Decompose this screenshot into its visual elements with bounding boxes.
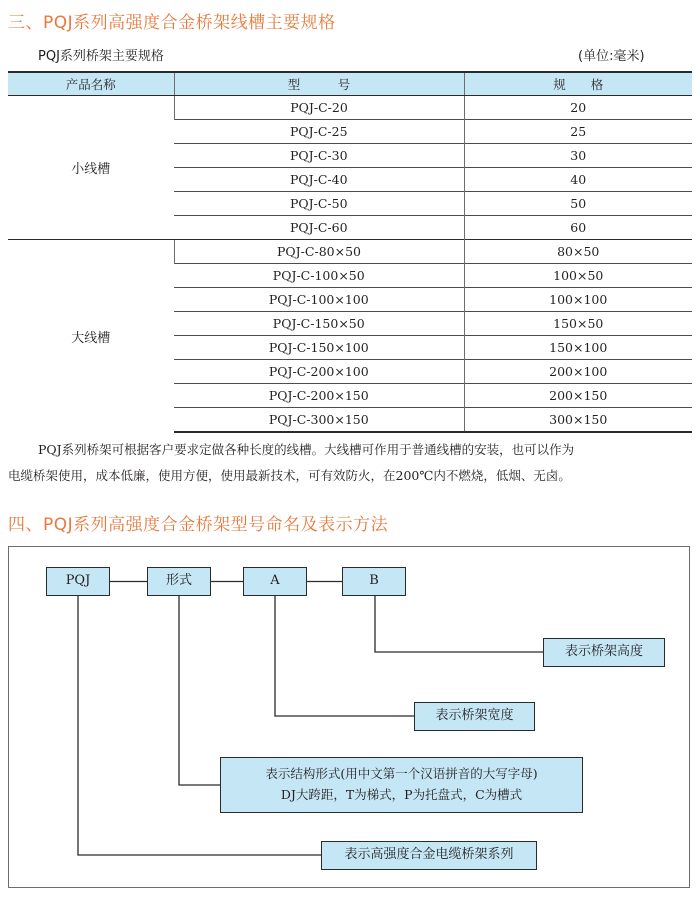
box-series-label: 表示高强度合金电缆桥架系列 — [321, 841, 537, 870]
spec-cell: 40 — [464, 168, 692, 192]
table-row — [8, 240, 692, 264]
model-cell: PQJ-C-150×50 — [174, 312, 464, 336]
structure-line-2: DJ大跨距，T为梯式，P为托盘式，C为槽式 — [280, 787, 523, 802]
spec-table — [8, 71, 692, 433]
link-form-struct — [179, 596, 220, 785]
category-cell: 大线槽 — [8, 240, 174, 433]
box-a: A — [243, 567, 307, 596]
table-caption: PQJ系列桥架主要规格 — [38, 49, 164, 64]
spec-cell: 200×150 — [464, 384, 692, 408]
description-paragraph — [8, 437, 692, 489]
spec-cell: 50 — [464, 192, 692, 216]
box-height-label: 表示桥架高度 — [543, 638, 665, 667]
section4-heading: 四、PQJ系列高强度合金桥架型号命名及表示方法 — [8, 515, 389, 535]
model-cell: PQJ-C-150×100 — [174, 336, 464, 360]
structure-line-1: 表示结构形式(用中文第一个汉语拼音的大写字母) — [265, 766, 538, 781]
spec-cell: 80×50 — [464, 240, 692, 264]
unit-note: (单位:毫米) — [578, 49, 645, 64]
model-cell: PQJ-C-60 — [174, 216, 464, 240]
spec-cell: 150×50 — [464, 312, 692, 336]
box-structure-label — [220, 757, 583, 813]
spec-cell: 100×100 — [464, 288, 692, 312]
spec-cell: 20 — [464, 96, 692, 120]
model-cell: PQJ-C-20 — [174, 96, 464, 120]
model-cell: PQJ-C-50 — [174, 192, 464, 216]
model-cell: PQJ-C-100×50 — [174, 264, 464, 288]
model-cell: PQJ-C-40 — [174, 168, 464, 192]
naming-diagram — [8, 546, 690, 888]
box-width-label: 表示桥架宽度 — [414, 702, 535, 731]
spec-cell: 300×150 — [464, 408, 692, 433]
model-cell: PQJ-C-25 — [174, 120, 464, 144]
diagram-connectors — [9, 547, 689, 887]
model-cell: PQJ-C-100×100 — [174, 288, 464, 312]
spec-cell: 25 — [464, 120, 692, 144]
category-cell: 小线槽 — [8, 96, 174, 240]
model-cell: PQJ-C-200×150 — [174, 384, 464, 408]
section3-heading: 三、PQJ系列高强度合金桥架线槽主要规格 — [8, 13, 336, 33]
header-model: 型 号 — [174, 72, 464, 96]
description-line-2: 电缆桥架使用，成本低廉，使用方便，使用最新技术，可有效防火，在200℃内不燃烧，低烟、无卤。 — [8, 468, 571, 483]
model-cell: PQJ-C-300×150 — [174, 408, 464, 433]
model-cell: PQJ-C-200×100 — [174, 360, 464, 384]
description-line-1: PQJ系列桥架可根据客户要求定做各种长度的线槽。大线槽可作用于普通线槽的安装，也可以作为 — [38, 442, 575, 457]
box-form: 形式 — [147, 567, 211, 596]
header-product-name: 产品名称 — [8, 72, 174, 96]
table-header-row — [8, 72, 692, 96]
spec-cell: 60 — [464, 216, 692, 240]
spec-cell: 200×100 — [464, 360, 692, 384]
box-b: B — [342, 567, 406, 596]
model-cell: PQJ-C-80×50 — [174, 240, 464, 264]
spec-cell: 30 — [464, 144, 692, 168]
header-spec: 规 格 — [464, 72, 692, 96]
model-cell: PQJ-C-30 — [174, 144, 464, 168]
link-b-height — [375, 596, 543, 652]
box-pqj: PQJ — [46, 567, 110, 596]
link-pqj-series — [78, 596, 321, 855]
spec-cell: 100×50 — [464, 264, 692, 288]
link-a-width — [275, 596, 414, 716]
spec-cell: 150×100 — [464, 336, 692, 360]
table-row — [8, 96, 692, 120]
